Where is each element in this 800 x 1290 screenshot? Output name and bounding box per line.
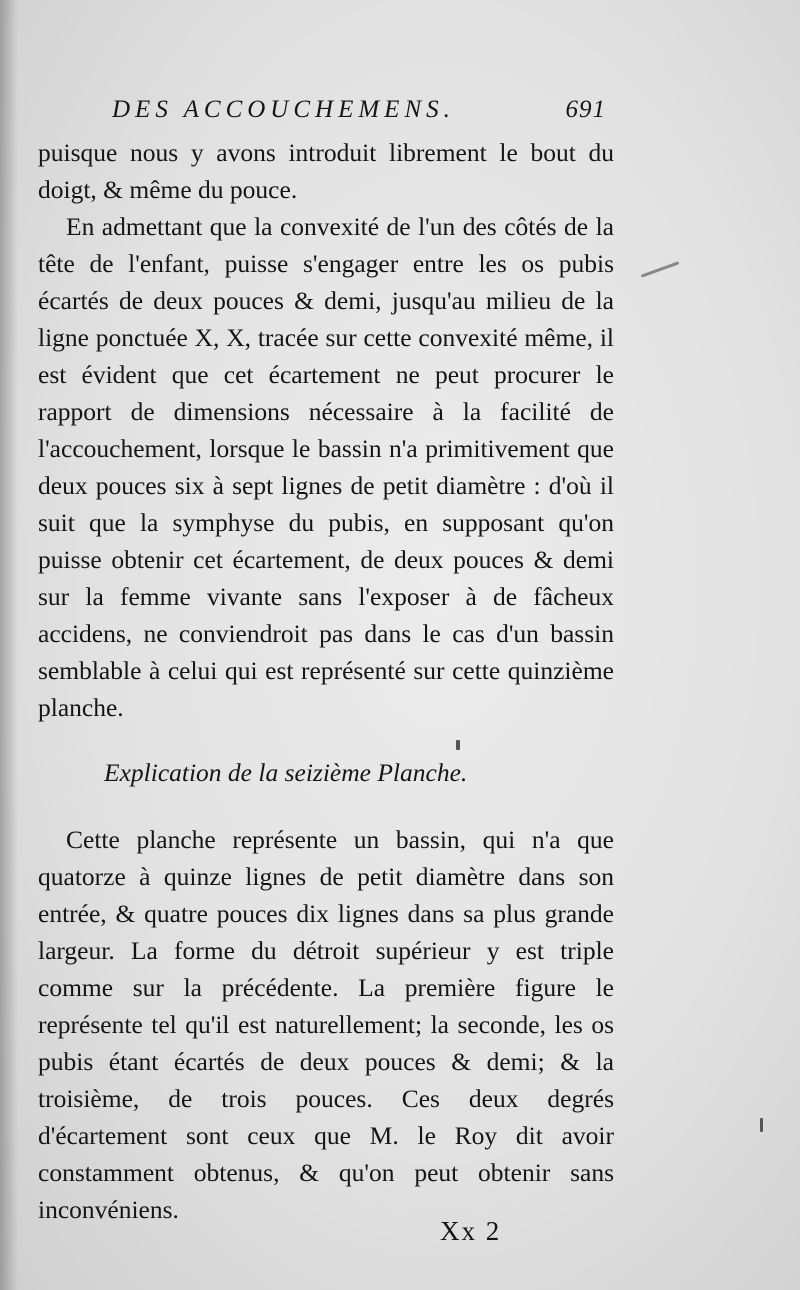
page-gutter-shadow [0,0,18,1290]
paragraph: En admettant que la convexité de l'un des côtés de la tête de l'enfant, puisse s'engager entre les os pubis écartés de deux pouces & demi, jusqu'au milieu de la ligne ponctuée X, X, tracée sur cette convexité même, il est évident que cet écartement ne peut procurer le rapport de dimensions nécessaire à la facilité de l'accouchement, lorsque le bassin n'a primitivement que deux pouces six à sept lignes de petit diamètre : d'où il suit que la symphyse du pubis, en supposant qu'on puisse obtenir cet écartement, de deux pouces & demi sur la femme vivante sans l'exposer à de fâcheux accidens, ne conviendroit pas dans le cas d'un bassin semblable à celui qui est représenté sur cette quinzième planche. [38,212,614,722]
paper-speck [456,740,460,750]
paper-speck [641,261,680,277]
page-header [112,96,606,136]
body-text [38,134,614,1228]
page-number: 691 [565,96,606,123]
paragraph-continued: puisque nous y avons introduit librement le bout du doigt, & même du pouce. [38,138,614,204]
section-paragraph: Cette planche représente un bassin, qui n'a que quatorze à quinze lignes de petit diamètre dans son entrée, & quatre pouces dix lignes dans sa plus grande largeur. La forme du détroit supérieur y est triple comme sur la précédente. La première figure le représente tel qu'il est naturellement; la seconde, les os pubis étant écartés de deux pouces & demi; & la troisième, de trois pouces. Ces deux degrés d'écartement sont ceux que M. le Roy dit avoir constamment obtenus, & qu'on peut obtenir sans inconvéniens. [38,825,614,1224]
running-title: DES ACCOUCHEMENS. [112,96,455,123]
section-title: Explication de la seizième Planche. [104,758,468,787]
paper-speck [760,1118,763,1132]
signature-mark: Xx 2 [440,1216,502,1246]
